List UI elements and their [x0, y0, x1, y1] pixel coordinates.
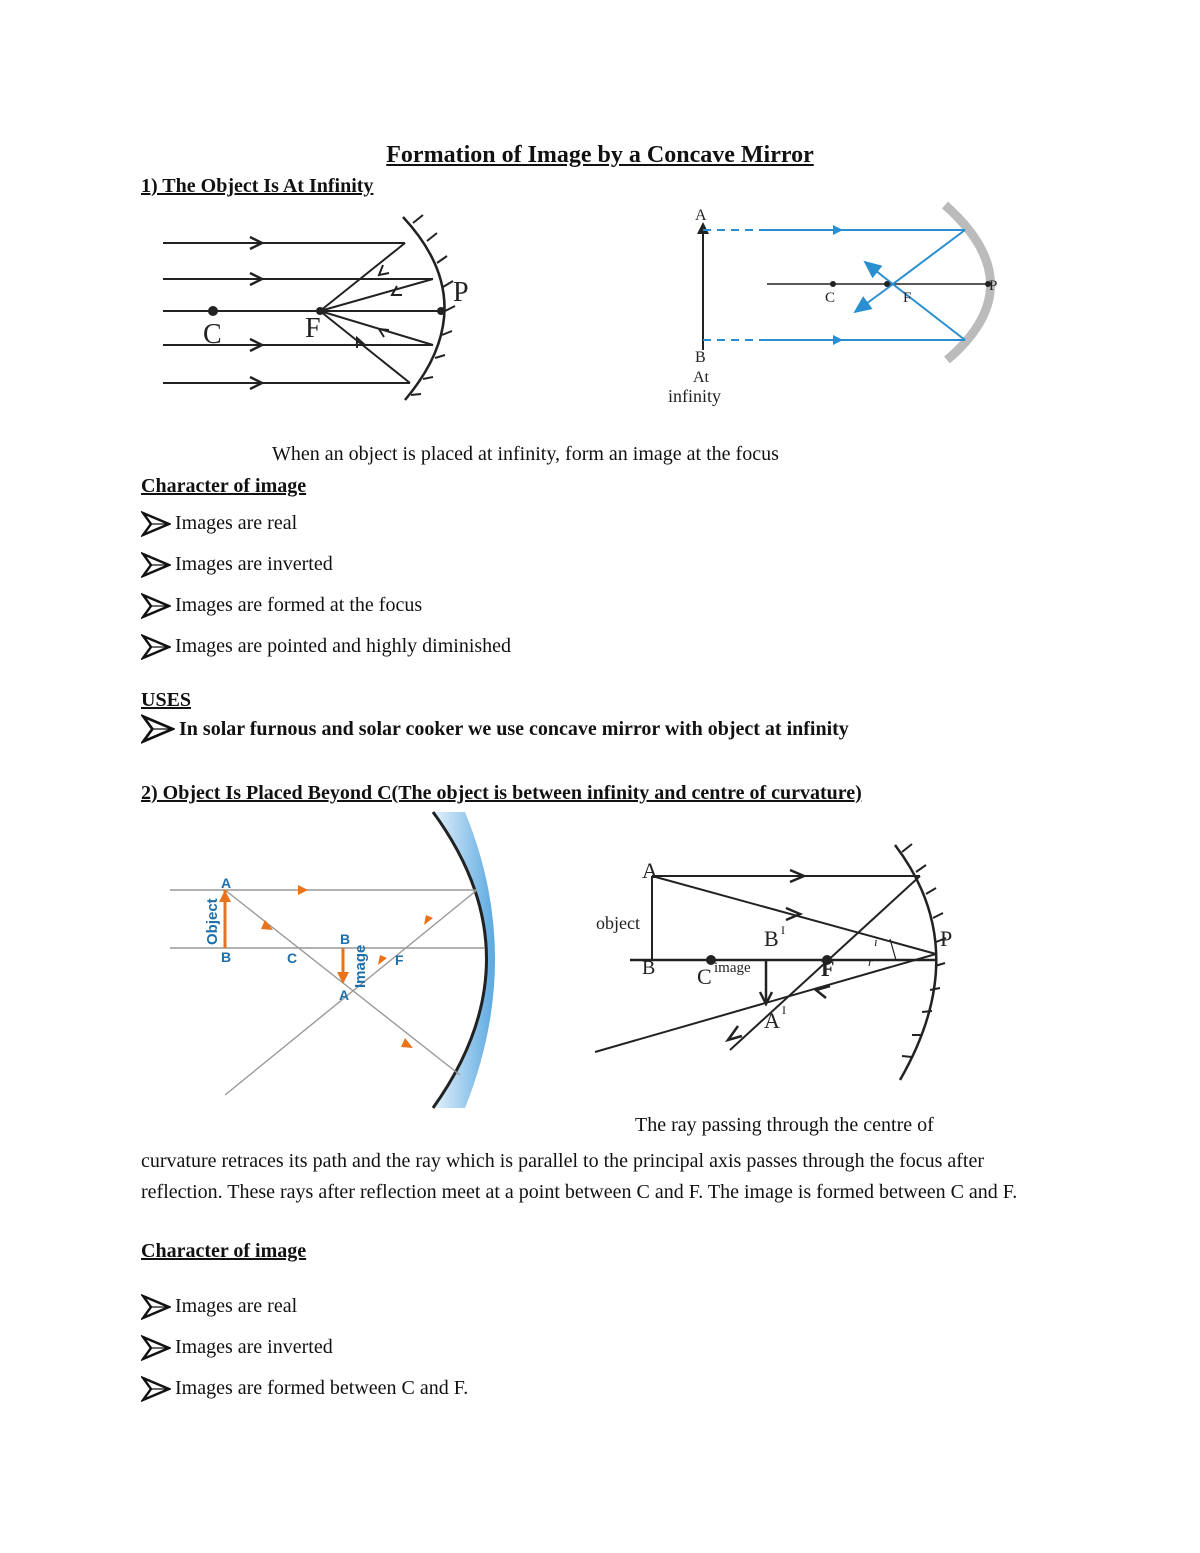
diagram-beyond-c-1: [165, 810, 525, 1110]
arrow-bullet-icon: [141, 593, 171, 619]
d4-label-object: object: [596, 913, 640, 933]
d4-label-f: F: [821, 956, 835, 981]
d3-label-a: A: [221, 875, 232, 891]
d4-label-b1sup: I: [781, 923, 785, 937]
d4-label-b1: B: [764, 926, 779, 951]
section2-heading: 2) Object Is Placed Beyond C(The object is between infinity and centre of curvature): [141, 782, 862, 804]
d3-label-f: F: [395, 952, 404, 968]
d4-label-a1sup: I: [782, 1003, 786, 1017]
arrow-bullet-icon: [141, 713, 175, 745]
d2-label-f: F: [903, 290, 912, 306]
uses-item: In solar furnous and solar cooker we use concave mirror with object at infinity: [141, 713, 849, 745]
d3-label-object: Object: [204, 898, 221, 945]
d4-label-a: A: [642, 858, 658, 883]
section2-character-heading: Character of image: [141, 1240, 307, 1262]
diagram-beyond-c-2: [590, 840, 980, 1090]
d3-label-b2: B: [340, 931, 351, 947]
diagram-object-at-infinity-2: [655, 200, 1030, 415]
arrow-bullet-icon: [141, 511, 171, 537]
section2-paragraph-first-line: The ray passing through the centre of: [635, 1114, 934, 1136]
list-item: Images are real: [141, 1286, 468, 1327]
d2-label-infinity: infinity: [668, 386, 721, 406]
d2-label-c: C: [825, 290, 836, 306]
d3-label-b: B: [221, 949, 232, 965]
list-item: Images are real: [141, 503, 511, 544]
d4-label-p: P: [940, 926, 953, 951]
list-item: Images are pointed and highly diminished: [141, 626, 511, 667]
arrow-bullet-icon: [141, 1376, 171, 1402]
d1-label-p: P: [453, 277, 469, 308]
arrow-bullet-icon: [141, 552, 171, 578]
d2-label-b: B: [695, 349, 706, 366]
section1-character-heading: Character of image: [141, 475, 307, 497]
section2-paragraph: curvature retraces its path and the ray which is parallel to the principal axis passes through the focus after reflection. These rays after reflection meet at a point between C and F. The image is formed between C and F.: [141, 1150, 1018, 1203]
d4-label-b: B: [642, 957, 656, 979]
uses-heading: USES: [141, 689, 192, 711]
section1-character-list: [141, 503, 511, 667]
list-item: Images are formed at the focus: [141, 585, 511, 626]
section2-character-list: [141, 1286, 468, 1409]
d3-label-a2: A: [339, 987, 350, 1003]
section1-heading: 1) The Object Is At Infinity: [141, 175, 374, 197]
d4-label-i: i: [874, 934, 878, 949]
d1-label-f: F: [305, 313, 321, 344]
arrow-bullet-icon: [141, 1294, 171, 1320]
list-item: Images are inverted: [141, 1327, 468, 1368]
d4-label-r: r: [868, 954, 874, 969]
d4-label-image: image: [714, 960, 751, 976]
section1-caption: When an object is placed at infinity, form an image at the focus: [272, 443, 779, 465]
diagram-object-at-infinity-1: [155, 205, 495, 410]
d1-label-c: C: [203, 319, 222, 350]
d2-label-at: At: [693, 369, 709, 386]
list-item: Images are formed between C and F.: [141, 1368, 468, 1409]
d2-label-a: A: [695, 207, 707, 224]
page-title: Formation of Image by a Concave Mirror: [386, 142, 814, 168]
d2-label-p: P: [989, 278, 998, 294]
arrow-bullet-icon: [141, 1335, 171, 1361]
d3-label-image: Image: [352, 944, 369, 988]
d4-label-a1: A: [764, 1008, 780, 1033]
list-item: Images are inverted: [141, 544, 511, 585]
d3-label-c: C: [287, 950, 298, 966]
arrow-bullet-icon: [141, 634, 171, 660]
d4-label-c: C: [697, 964, 712, 989]
